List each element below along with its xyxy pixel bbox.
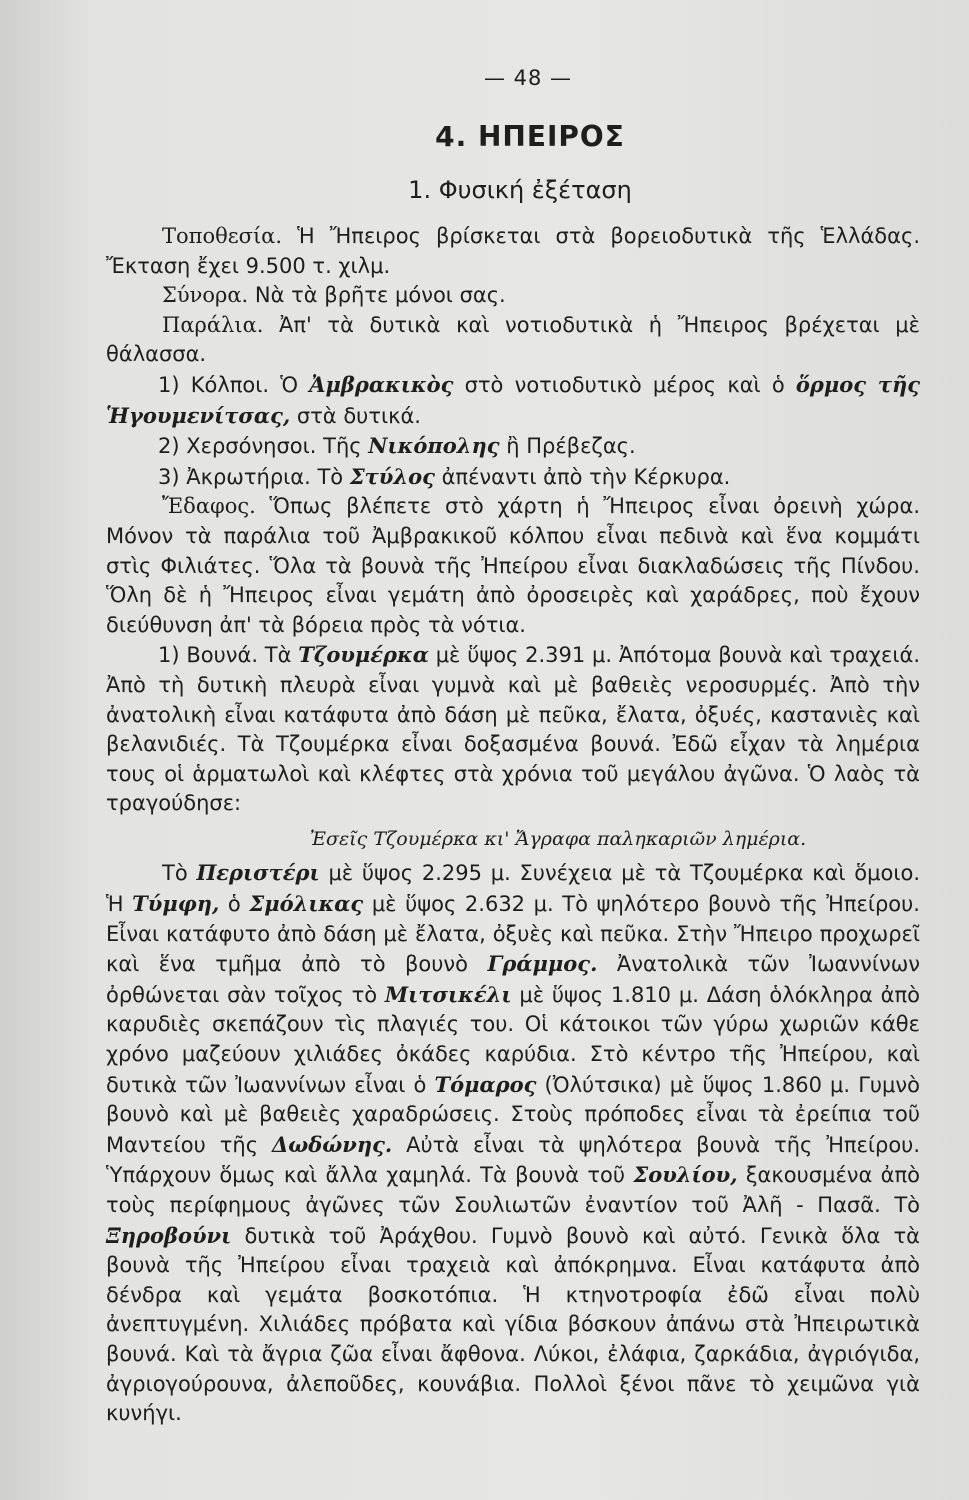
heading-capes: 3) Ἀκρωτήρια. [158, 464, 311, 489]
text: Ἡ Ἤπειρος βρίσκεται στὰ βορειοδυτικὰ τῆς Ἑλλάδας. Ἔκταση ἔχει 9.500 τ. χιλμ. [106, 224, 920, 278]
place-name: Τζουμέρκα [298, 642, 429, 668]
place-name: Ἀμβρακικὸς [309, 371, 454, 397]
paragraph-location [106, 222, 920, 281]
text: δυτικὰ τοῦ Ἀράχθου. Γυμνὸ βουνὸ καὶ αὐτό. Γενικὰ ὅλα τὰ βουνὰ τῆς Ἠπείρου εἶναι τραχειὰ καὶ ἀπόκρημνα. Εἶναι κατάφυτα ἀπὸ δένδρα καὶ γεμάτα βοσκοτόπια. Ἡ κτηνοτροφία ἐδῶ εἶναι πολὺ ἀνεπτυγμένη. Χιλιάδες πρόβατα καὶ γίδια βόσκουν ἀπάνω στὰ Ἠπειρωτικὰ βουνά. Καὶ τὰ ἄγρια ζῶα εἶναι ἄφθονα. Λύκοι, ἐλάφια, ζαρκάδια, ἀγριόγιδα, ἀγριογούρουνα, ἀλεποῦδες, κουνάβια. Πολλοὶ ξένοι πᾶνε τὸ χειμῶνα γιὰ κυνήγι. [106, 1223, 920, 1426]
paragraph-borders [106, 281, 920, 311]
place-name: ὅρμος τῆς Ἡγουμενίτσας, [106, 371, 920, 428]
text: Ἀνατολικὰ τῶν Ἰωαννίνων ὀρθώνεται σὰν τοῖχος τὸ [106, 952, 921, 1007]
place-name: Νικόπολης [368, 433, 500, 459]
chapter-title: 4. ΗΠΕΙΡΟΣ [435, 120, 625, 153]
place-name: Σμόλικας [249, 891, 364, 917]
heading-terrain: Ἔδαφος. [162, 494, 256, 519]
body-text [106, 222, 920, 1429]
text: (Ὀλύτσικα) μὲ ὕψος 1.860 μ. Γυμνὸ βουνὸ καὶ μὲ βαθειὲς χαραδρώσεις. Στοὺς πρόποδες εἶναι τὰ ἐρείπια τοῦ Μαντείου τῆς [106, 1072, 920, 1157]
text: Ὁ [269, 372, 310, 397]
place-name: Περιστέρι [196, 860, 320, 886]
text: Ἀπ' τὰ δυτικὰ καὶ νοτιοδυτικὰ ἡ Ἤπειρος βρέχεται μὲ θάλασσα. [106, 312, 920, 367]
text: ἀπέναντι ἀπὸ τὴν Κέρκυρα. [434, 464, 731, 489]
heading-coast: Παράλια. [162, 312, 264, 337]
text: ὁ [219, 892, 250, 917]
text: Ὅπως βλέπετε στὸ χάρτη ἡ Ἤπειρος εἶναι ὀρεινὴ χώρα. Μόνον τὰ παράλια τοῦ Ἀμβρακικοῦ κόλπου εἶναι πεδινὰ καὶ ἕνα κομμάτι στὶς Φιλιάτες. Ὅλα τὰ βουνὰ τῆς Ἠπείρου εἶναι διακλαδώσεις τῆς Πίνδου. Ὅλη δὲ ἡ Ἤπειρος εἶναι γεμάτη ἀπὸ ὀροσειρὲς καὶ χαράδρες, ποὺ ἔχουν διεύθυνση ἀπ' τὰ βόρεια πρὸς τὰ νότια. [106, 494, 920, 637]
text: ἢ Πρέβεζας. [499, 434, 636, 459]
text: μὲ ὕψος 2.391 μ. Ἀπότομα βουνὰ καὶ τραχειά. Ἀπὸ τὴ δυτικὴ πλευρὰ εἶναι γυμνὰ καὶ μὲ βαθειὲς νεροσυρμές. Ἀπὸ τὴν ἀνατολικὴ εἶναι κατάφυτα ἀπὸ δάση μὲ πεῦκα, ἔλατα, ὀξυές, καστανιὲς καὶ βελανιδιές. Τὰ Τζουμέρκα εἶναι δοξασμένα βουνά. Ἐδῶ εἶχαν τὰ λημέρια τους οἱ ἁρματωλοὶ καὶ κλέφτες στὰ χρόνια τοῦ μεγάλου ἀγῶνα. Ὁ λαὸς τὰ τραγούδησε: [106, 643, 920, 816]
text: μὲ ὕψος 2.295 μ. Συνέχεια μὲ τὰ Τζουμέρκα καὶ ὅμοιο. Ἡ [106, 861, 920, 917]
place-name: Τύμφη, [132, 891, 220, 917]
text: Νὰ τὰ βρῆτε μόνοι σας. [248, 283, 506, 308]
place-name: Δωδώνης. [271, 1131, 393, 1157]
place-name: Ξηροβούνι [106, 1222, 232, 1248]
folk-song-verse: Ἐσεῖς Τζουμέρκα κι' Ἄγραφα παληκαριῶν λημέρια. [309, 827, 807, 850]
paragraph-capes [106, 462, 920, 493]
heading-gulfs: 1) Κόλποι. [158, 372, 270, 397]
heading-peninsulas: 2) Χερσόνησοι. [158, 434, 317, 459]
paragraph-gulfs [106, 370, 920, 431]
paragraph-terrain [106, 492, 920, 640]
place-name: Στύλος [349, 463, 435, 489]
place-name: Γράμμος. [487, 951, 598, 977]
text: Τῆς [316, 434, 369, 459]
text: μὲ ὕψος 2.632 μ. Τὸ ψηλότερο βουνὸ τῆς Ἠπείρου. Εἶναι κατάφυτο ἀπὸ δάση μὲ ἔλατα, ὀξυὲς καὶ πεῦκα. Στὴν Ἤπειρο προχωρεῖ καὶ ἕνα τμῆμα ἀπὸ τὸ βουνὸ [106, 892, 920, 977]
text: στὰ δυτικά. [290, 403, 421, 428]
heading-location: Τοποθεσία. [162, 224, 283, 248]
paragraph-mountains [106, 640, 920, 819]
text: ξακουσμένα ἀπὸ τοὺς περίφημους ἀγῶνες τῶν Σουλιωτῶν ἐναντίον τοῦ Ἀλῆ - Πασᾶ. Τὸ [106, 1163, 920, 1217]
text: στὸ νοτιοδυτικὸ μέρος καὶ ὁ [453, 372, 796, 397]
page-number: — 48 — [483, 66, 573, 90]
paragraph-peninsulas [106, 431, 920, 462]
paragraph-coast [106, 311, 920, 370]
text: μὲ ὕψος 1.810 μ. Δάση ὁλόκληρα ἀπὸ καρυδιὲς σκεπάζουν τὶς πλαγιές του. Οἱ κάτοικοι τῶν γύρω χωριῶν κάθε χρόνο μαζεύουν χιλιάδες ὀκάδες καρύδια. Στὸ κέντρο τῆς Ἠπείρου, καὶ δυτικὰ τῶν Ἰωαννίνων εἶναι ὁ [106, 982, 920, 1097]
place-name: Τόμαρος [434, 1071, 537, 1097]
place-name: Μιτσικέλι [384, 981, 512, 1007]
paragraph-other-mountains [106, 858, 920, 1428]
heading-borders: Σύνορα. [162, 283, 249, 308]
text: Τὸ [310, 464, 350, 489]
heading-mountains: 1) Βουνά. [158, 643, 258, 668]
text: Αὐτὰ εἶναι τὰ ψηλότερα βουνὰ τῆς Ἠπείρου. Ὑπάρχουν ὅμως καὶ ἄλλα χαμηλά. Τὰ βουνὰ τοῦ [106, 1132, 920, 1188]
place-name: Σουλίου, [633, 1162, 738, 1188]
text: Τὰ [258, 643, 299, 668]
text: Τὸ [162, 861, 197, 886]
section-title: 1. Φυσική ἐξέταση [408, 176, 632, 204]
